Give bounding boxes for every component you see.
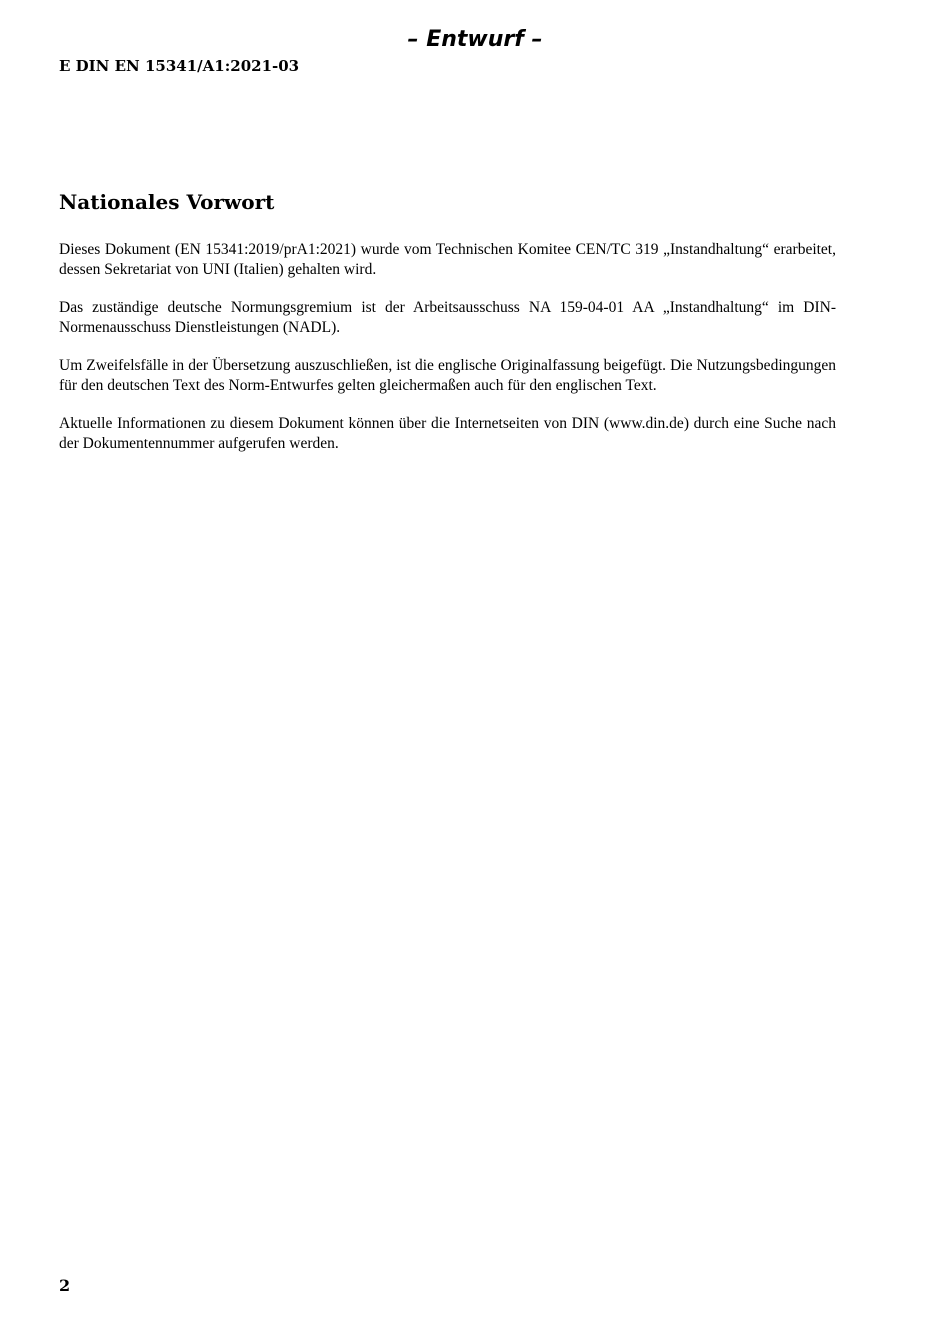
paragraph-national-committee: Das zuständige deutsche Normungsgremium ist der Arbeitsausschuss NA 159-04-01 AA „Instandhaltung“ im DIN-Normenausschuss Dienstleistungen (NADL).	[59, 299, 836, 336]
section-heading: Nationales Vorwort	[59, 190, 275, 214]
foreword-body	[59, 240, 836, 472]
page-number: 2	[59, 1276, 71, 1295]
paragraph-online-info: Aktuelle Informationen zu diesem Dokument können über die Internetseiten von DIN (www.din.de) durch eine Suche nach der Dokumentennummer aufgerufen werden.	[59, 415, 836, 452]
draft-watermark-title: – Entwurf –	[407, 27, 543, 52]
document-identifier: E DIN EN 15341/A1:2021-03	[59, 57, 300, 75]
paragraph-committee: Dieses Dokument (EN 15341:2019/prA1:2021) wurde vom Technischen Komitee CEN/TC 319 „Instandhaltung“ erarbeitet, dessen Sekretariat von UNI (Italien) gehalten wird.	[59, 241, 836, 278]
paragraph-translation-note: Um Zweifelsfälle in der Übersetzung auszuschließen, ist die englische Originalfassung beigefügt. Die Nutzungsbedingungen für den deutschen Text des Norm-Entwurfes gelten gleichermaßen auch für den englischen Text.	[59, 357, 836, 394]
